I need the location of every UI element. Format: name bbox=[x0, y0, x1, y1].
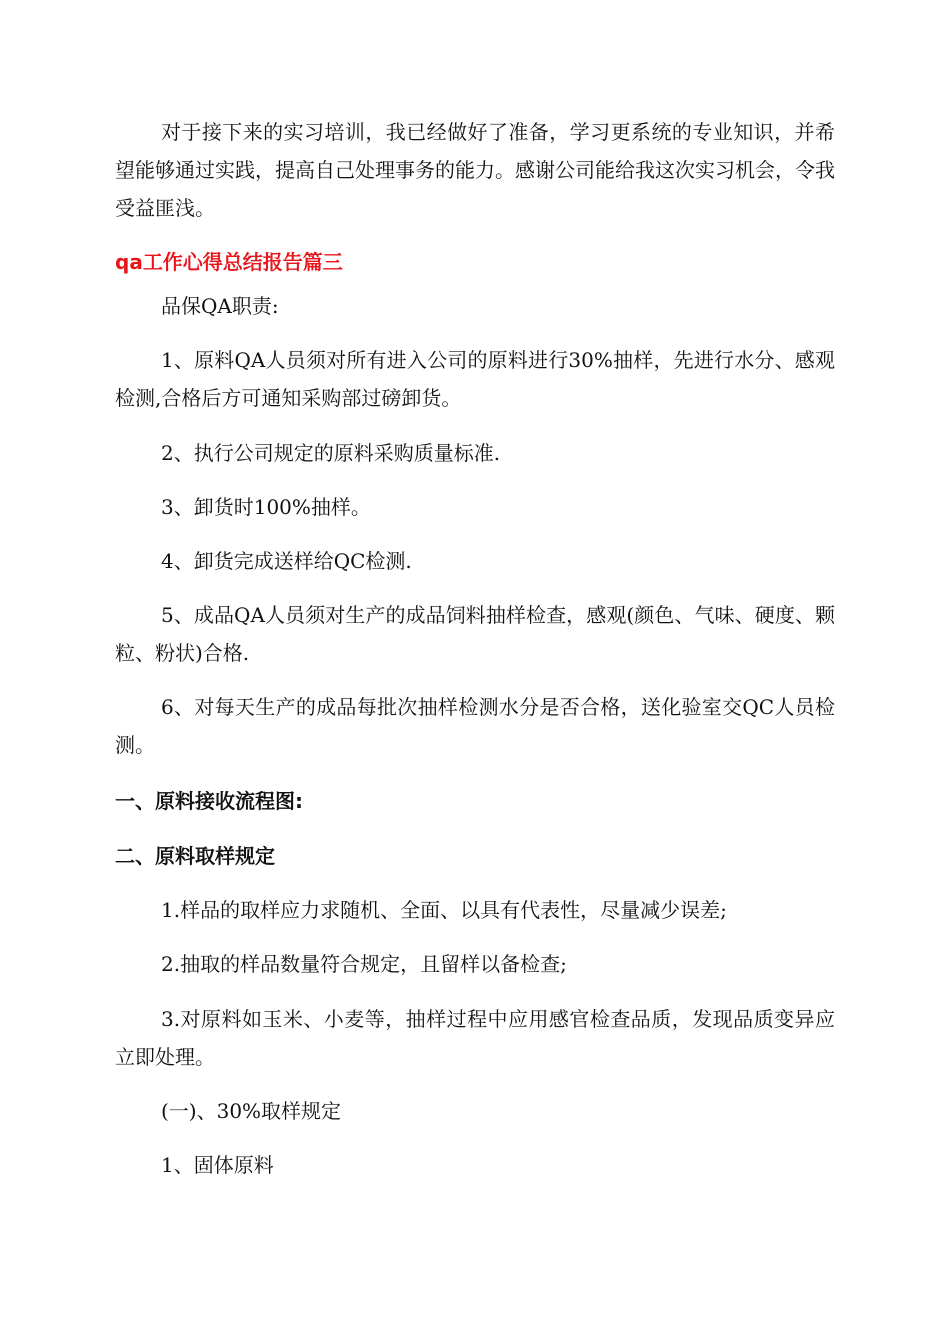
paragraph-duty-3: 3、卸货时100%抽样。 bbox=[161, 495, 371, 519]
paragraph-internship-thanks: 对于接下来的实习培训，我已经做好了准备，学习更系统的专业知识，并希望能够通过实践，提高自己处理事务的能力。感谢公司能给我这次实习机会，令我受益匪浅。 bbox=[115, 120, 835, 220]
heading-sampling-rules: 二、原料取样规定 bbox=[115, 844, 275, 868]
paragraph-solid-material: 1、固体原料 bbox=[161, 1153, 274, 1177]
paragraph-sampling-30: (一)、30%取样规定 bbox=[161, 1099, 342, 1123]
paragraph-duty-1: 1、原料QA人员须对所有进入公司的原料进行30%抽样，先进行水分、感观检测,合格后方可通知采购部过磅卸货。 bbox=[115, 348, 835, 410]
heading-receiving-flowchart: 一、原料接收流程图: bbox=[115, 789, 303, 813]
paragraph-rule-3: 3.对原料如玉米、小麦等，抽样过程中应用感官检查品质，发现品质变异应立即处理。 bbox=[115, 1007, 835, 1069]
paragraph-rule-1: 1.样品的取样应力求随机、全面、以具有代表性，尽量减少误差; bbox=[161, 898, 727, 922]
paragraph-duty-2: 2、执行公司规定的原料采购质量标准. bbox=[161, 441, 501, 465]
paragraph-duty-5: 5、成品QA人员须对生产的成品饲料抽样检查，感观(颜色、气味、硬度、颗粒、粉状)合格. bbox=[115, 603, 835, 665]
paragraph-rule-2: 2.抽取的样品数量符合规定，且留样以备检查; bbox=[161, 952, 567, 976]
paragraph-duty-4: 4、卸货完成送样给QC检测. bbox=[161, 549, 412, 573]
paragraph-qa-duties: 品保QA职责: bbox=[161, 294, 279, 318]
section-title-report-three: qa工作心得总结报告篇三 bbox=[115, 250, 343, 274]
paragraph-duty-6: 6、对每天生产的成品每批次抽样检测水分是否合格，送化验室交QC人员检测。 bbox=[115, 695, 835, 757]
